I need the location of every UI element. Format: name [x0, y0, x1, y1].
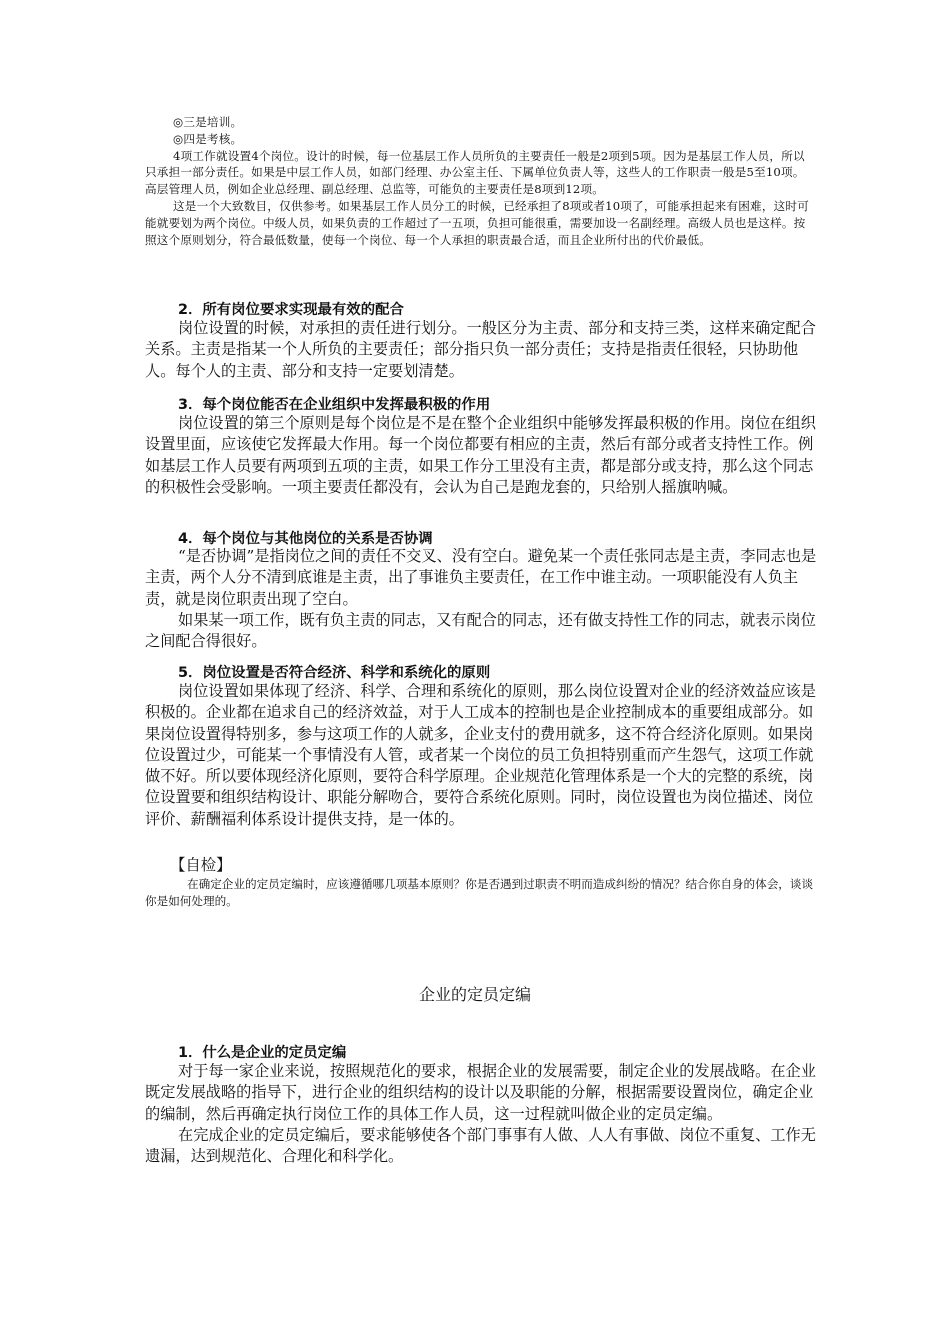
paragraph-responsibility-count: 4项工作就设置4个岗位。设计的时候，每一位基层工作人员所负的主要责任一般是2项到5项。因为是基层工作人员，所以只承担一部分责任。如果是中层工作人员，如部门经理、办公室主任、下属单位负责人等，这些人的工作职责一般是5至10项。高层管理人员，例如企业总经理、副总经理、总监等，可能负的主要责任是8项到12项。 [145, 148, 805, 197]
section-heading-3: 3．每个岗位能否在企业组织中发挥最积极的作用 [178, 397, 491, 413]
paragraph-reference-note: 这是一个大致数目，仅供参考。如果基层工作人员分工的时候，已经承担了8项或者10项了，可能承担起来有困难，这时可能就要划为两个岗位。中级人员，如果负责的工作超过了一五项，负担可能很重，需要加设一名副经理。高级人员也是这样。按照这个原则划分，符合最低数量，使每一个岗位、每一个人承担的职责最合适，而且企业所付出的代价最低。 [145, 198, 810, 247]
section-body-2 [145, 318, 817, 382]
section-heading-4: 4．每个岗位与其他岗位的关系是否协调 [178, 531, 433, 547]
paragraph: 如果某一项工作，既有负主责的同志，又有配合的同志，还有做支持性工作的同志，就表示岗位之间配合得很好。 [145, 610, 816, 651]
paragraph: “是否协调”是指岗位之间的责任不交叉、没有空白。避免某一个责任张同志是主责，李同志也是主责，两个人分不清到底谁是主责，出了事谁负主要责任，在工作中谁主动。一项职能没有人负主责，就是岗位职责出现了空白。 [145, 547, 817, 608]
section-body-3 [145, 413, 817, 498]
section-heading-5: 5．岗位设置是否符合经济、科学和系统化的原则 [178, 665, 491, 681]
list-item-assessment: ◎四是考核。 [173, 131, 243, 146]
paragraph: 对于每一家企业来说，按照规范化的要求，根据企业的发展需要，制定企业的发展战略。在企业既定发展战略的指导下，进行企业的组织结构的设计以及职能的分解，根据需要设置岗位，确定企业的编制，然后再确定执行岗位工作的具体工作人员，这一过程就叫做企业的定员定编。 [145, 1062, 816, 1123]
paragraph: 岗位设置的时候，对承担的责任进行划分。一般区分为主责、部分和支持三类，这样来确定配合关系。主责是指某一个人所负的主要责任；部分指只负一部分责任；支持是指责任很轻，只协助他人。每个人的主责、部分和支持一定要划清楚。 [145, 319, 816, 380]
section-heading-2: 2．所有岗位要求实现最有效的配合 [178, 302, 404, 318]
section-body-5 [145, 681, 817, 830]
list-item-training: ◎三是培训。 [173, 115, 243, 129]
self-check-label: 【自检】 [170, 856, 232, 874]
top-text-block [145, 114, 810, 248]
section-body-1 [145, 1061, 817, 1167]
self-check-text [145, 876, 817, 910]
paragraph: 岗位设置如果体现了经济、科学、合理和系统化的原则，那么岗位设置对企业的经济效益应该是积极的。企业都在追求自己的经济效益，对于人工成本的控制也是企业控制成本的重要组成部分。如果岗位设置得特别多，参与这项工作的人就多，企业支付的费用就多，这不符合经济化原则。如果岗位设置过少，可能某一个事情没有人管，或者某一个岗位的员工负担特别重而产生怨气，这项工作就做不好。所以要体现经济化原则，要符合科学原理。企业规范化管理体系是一个大的完整的系统，岗位设置要和组织结构设计、职能分解吻合，要符合系统化原则。同时，岗位设置也为岗位描述、岗位评价、薪酬福利体系设计提供支持，是一体的。 [145, 682, 816, 828]
section-heading-1: 1．什么是企业的定员定编 [178, 1045, 347, 1061]
paragraph: 在完成企业的定员定编后，要求能够使各个部门事事有人做、人人有事做、岗位不重复、工作无遗漏，达到规范化、合理化和科学化。 [145, 1125, 816, 1166]
section-body-4 [145, 546, 817, 652]
paragraph: 岗位设置的第三个原则是每个岗位是不是在整个企业组织中能够发挥最积极的作用。岗位在组织设置里面，应该使它发挥最大作用。每一个岗位都要有相应的主责，然后有部分或者支持性工作。例如基层工作人员要有两项到五项的主责，如果工作分工里没有主责，都是部分或支持，那么这个同志的积极性会受影响。一项主要责任都没有，会认为自己是跑龙套的，只给别人摇旗呐喊。 [145, 414, 816, 496]
paragraph: 在确定企业的定员定编时，应该遵循哪几项基本原则？你是否遇到过职责不明而造成纠纷的情况？结合你自身的体会，谈谈你是如何处理的。 [145, 877, 814, 908]
chapter-title: 企业的定员定编 [418, 985, 531, 1004]
